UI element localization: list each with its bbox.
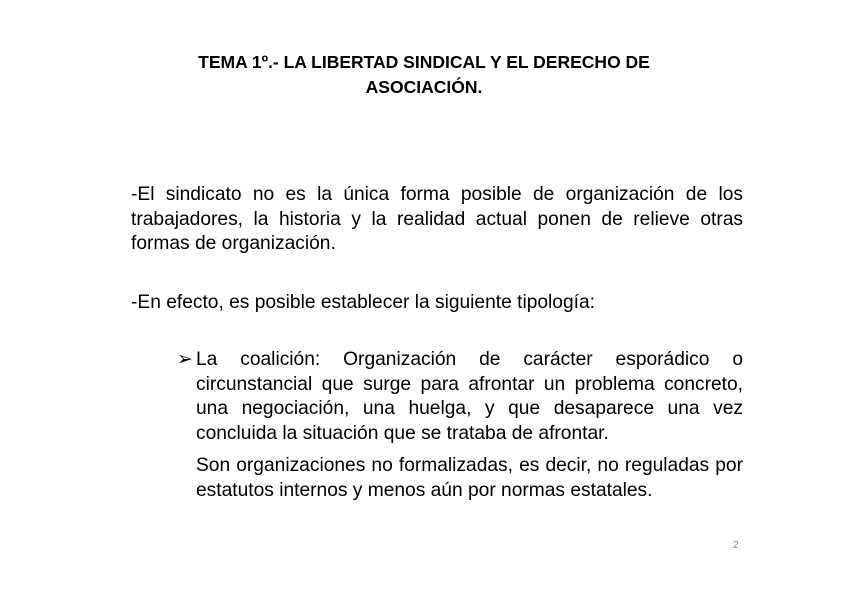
slide-title: [100, 50, 748, 100]
paragraph-tipologia: -En efecto, es posible establecer la siguiente tipología:: [131, 292, 595, 313]
bullet-note: Son organizaciones no formalizadas, es decir, no reguladas por estatutos internos y menos aún por normas estatales.: [196, 455, 743, 501]
page-number: 2: [733, 540, 739, 551]
bullet-text: La coalición: Organización de carácter esporádico o circunstancial que surge para afrontar un problema concreto, una negociación, una huelga, y que desaparece una vez concluida la situación que se trataba de afrontar.: [196, 349, 743, 444]
bullet-coalicion: [177, 348, 743, 503]
paragraph-sindicato: -El sindicato no es la única forma posible de organización de los trabajadores, la historia y la realidad actual ponen de relieve otras formas de organización.: [131, 184, 743, 254]
arrow-bullet-icon: ➢: [177, 349, 194, 370]
title-line-2: ASOCIACIÓN.: [365, 77, 483, 97]
title-line-1: TEMA 1º.- LA LIBERTAD SINDICAL Y EL DERECHO DE: [198, 52, 650, 72]
